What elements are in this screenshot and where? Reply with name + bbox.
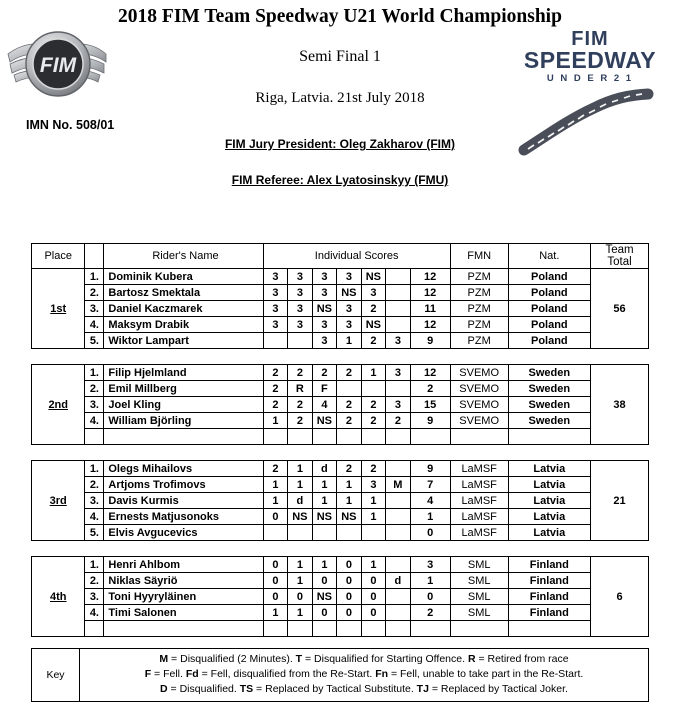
rider-name: Dominik Kubera <box>104 269 263 285</box>
key-label: Key <box>32 649 80 702</box>
venue-label: Riga, Latvia. 21st July 2018 <box>255 90 425 106</box>
table-row <box>32 621 649 637</box>
heat-score-2: 1 <box>288 573 313 589</box>
rider-name: William Björling <box>104 413 263 429</box>
rider-points: 0 <box>410 589 450 605</box>
rider-fmn: LaMSF <box>450 461 508 477</box>
heat-score-3: NS <box>312 509 337 525</box>
rider-number: 1. <box>85 269 104 285</box>
heat-score-6: 3 <box>386 397 411 413</box>
key-line-1: M = Disqualified (2 Minutes). T = Disqualified for Starting Offence. R = Retired from race <box>159 653 569 665</box>
rider-number: 3. <box>85 493 104 509</box>
table-row <box>32 461 649 477</box>
heat-score-4: NS <box>337 509 362 525</box>
rider-name: Emil Millberg <box>104 381 263 397</box>
team-total: 6 <box>591 557 649 637</box>
heat-score-3: NS <box>312 413 337 429</box>
rider-nationality: Finland <box>508 605 590 621</box>
table-row <box>32 605 649 621</box>
rider-nationality: Finland <box>508 573 590 589</box>
heat-score-5: 2 <box>361 301 386 317</box>
rider-number: 3. <box>85 301 104 317</box>
rider-points: 12 <box>410 285 450 301</box>
heat-score-3: 1 <box>312 557 337 573</box>
heat-score-3 <box>312 621 337 637</box>
heat-score-3: 1 <box>312 477 337 493</box>
heat-score-1: 2 <box>263 461 288 477</box>
heat-score-6: M <box>386 477 411 493</box>
heat-score-5: 3 <box>361 477 386 493</box>
heat-score-3: 4 <box>312 397 337 413</box>
rider-points: 15 <box>410 397 450 413</box>
heat-score-3: NS <box>312 589 337 605</box>
heat-score-2: 1 <box>288 557 313 573</box>
rider-points <box>410 429 450 445</box>
rider-points: 12 <box>410 365 450 381</box>
table-row <box>32 285 649 301</box>
rider-name: Olegs Mihailovs <box>104 461 263 477</box>
rider-nationality <box>508 621 590 637</box>
heat-score-1: 3 <box>263 285 288 301</box>
rider-nationality: Finland <box>508 589 590 605</box>
heat-score-1: 0 <box>263 573 288 589</box>
heat-score-4: 2 <box>337 397 362 413</box>
heat-score-2 <box>288 429 313 445</box>
rider-name <box>104 621 263 637</box>
col-fmn: FMN <box>450 244 508 269</box>
col-place: Place <box>32 244 85 269</box>
heat-score-2: 0 <box>288 589 313 605</box>
table-row <box>32 557 649 573</box>
logo-line-speedway: SPEEDWAY <box>523 47 657 73</box>
col-rider-num <box>85 244 104 269</box>
logo-line-under21: U N D E R 2 1 <box>546 73 634 84</box>
rider-number: 4. <box>85 509 104 525</box>
rider-nationality: Sweden <box>508 397 590 413</box>
rider-nationality: Latvia <box>508 493 590 509</box>
rider-fmn: LaMSF <box>450 493 508 509</box>
rider-number: 4. <box>85 413 104 429</box>
heat-score-1: 0 <box>263 589 288 605</box>
heat-score-6: d <box>386 573 411 589</box>
key-line-2: F = Fell. Fd = Fell, disqualified from the Re-Start. Fn = Fell, unable to take part in the Re-Start. <box>144 668 584 681</box>
heat-score-4: 2 <box>337 461 362 477</box>
heat-score-5 <box>361 429 386 445</box>
rider-fmn: LaMSF <box>450 509 508 525</box>
heat-score-5: 0 <box>361 589 386 605</box>
rider-points: 12 <box>410 269 450 285</box>
heat-score-1: 1 <box>263 493 288 509</box>
rider-name: Artjoms Trofimovs <box>104 477 263 493</box>
heat-score-4: 3 <box>337 301 362 317</box>
rider-nationality: Poland <box>508 285 590 301</box>
heat-score-3: 1 <box>312 493 337 509</box>
rider-number: 2. <box>85 285 104 301</box>
heat-score-4: 0 <box>337 589 362 605</box>
heat-score-6 <box>386 285 411 301</box>
heat-score-4 <box>337 525 362 541</box>
rider-points: 3 <box>410 557 450 573</box>
heat-score-3 <box>312 429 337 445</box>
team-gap <box>32 349 649 365</box>
heat-score-5: 3 <box>361 285 386 301</box>
heat-score-5: 2 <box>361 413 386 429</box>
heat-score-6 <box>386 381 411 397</box>
rider-fmn: PZM <box>450 301 508 317</box>
heat-score-3: d <box>312 461 337 477</box>
rider-number <box>85 429 104 445</box>
heat-score-3: 0 <box>312 573 337 589</box>
rider-number: 2. <box>85 573 104 589</box>
rider-fmn: PZM <box>450 269 508 285</box>
heat-score-2: 3 <box>288 269 313 285</box>
rider-points: 12 <box>410 317 450 333</box>
heat-score-2: 3 <box>288 285 313 301</box>
rider-points <box>410 621 450 637</box>
rider-fmn: SML <box>450 573 508 589</box>
heat-score-1 <box>263 525 288 541</box>
team-gap-cell <box>32 445 649 461</box>
heat-score-4: 3 <box>337 269 362 285</box>
team-gap <box>32 445 649 461</box>
team-total: 56 <box>591 269 649 349</box>
col-individual-scores: Individual Scores <box>263 244 450 269</box>
heat-score-1: 2 <box>263 397 288 413</box>
heat-score-6: 3 <box>386 333 411 349</box>
col-team-total-line2: Total <box>607 256 632 268</box>
rider-points: 9 <box>410 413 450 429</box>
rider-points: 9 <box>410 461 450 477</box>
rider-points: 9 <box>410 333 450 349</box>
rider-points: 7 <box>410 477 450 493</box>
key-line-3: D = Disqualified. TS = Replaced by Tactical Substitute. TJ = Replaced by Tactical Joker. <box>160 683 568 696</box>
heat-score-4: NS <box>337 285 362 301</box>
rider-fmn: SVEMO <box>450 413 508 429</box>
tyre-track-icon <box>516 84 664 156</box>
heat-score-1 <box>263 333 288 349</box>
rider-nationality: Finland <box>508 557 590 573</box>
heat-score-3: 3 <box>312 317 337 333</box>
heat-score-5: 2 <box>361 333 386 349</box>
rider-nationality: Poland <box>508 301 590 317</box>
heat-score-2: R <box>288 381 313 397</box>
heat-score-6 <box>386 605 411 621</box>
table-row <box>32 397 649 413</box>
rider-number <box>85 621 104 637</box>
rider-fmn: PZM <box>450 317 508 333</box>
page-title: 2018 FIM Team Speedway U21 World Championship <box>118 6 562 27</box>
rider-number: 3. <box>85 397 104 413</box>
heat-score-5: 1 <box>361 365 386 381</box>
fim-referee: FIM Referee: Alex Lyatosinskyy (FMU) <box>231 173 449 187</box>
heat-score-6 <box>386 621 411 637</box>
rider-name: Timi Salonen <box>104 605 263 621</box>
heat-score-1: 3 <box>263 317 288 333</box>
rider-number: 1. <box>85 461 104 477</box>
rider-number: 3. <box>85 589 104 605</box>
heat-score-2 <box>288 525 313 541</box>
col-nat: Nat. <box>508 244 590 269</box>
heat-score-1 <box>263 429 288 445</box>
rider-number: 5. <box>85 333 104 349</box>
heat-score-2: NS <box>288 509 313 525</box>
heat-score-6 <box>386 557 411 573</box>
heat-score-3 <box>312 525 337 541</box>
heat-score-5: NS <box>361 269 386 285</box>
team-gap-cell <box>32 349 649 365</box>
rider-points: 1 <box>410 509 450 525</box>
team-gap-cell <box>32 541 649 557</box>
rider-name: Ernests Matjusonoks <box>104 509 263 525</box>
rider-name: Joel Kling <box>104 397 263 413</box>
rider-number: 5. <box>85 525 104 541</box>
rider-number: 2. <box>85 477 104 493</box>
rider-points: 2 <box>410 381 450 397</box>
rider-name: Daniel Kaczmarek <box>104 301 263 317</box>
rider-fmn: PZM <box>450 285 508 301</box>
heat-score-5 <box>361 381 386 397</box>
heat-score-6 <box>386 429 411 445</box>
rider-name: Davis Kurmis <box>104 493 263 509</box>
table-row <box>32 477 649 493</box>
table-row <box>32 333 649 349</box>
heat-score-2: 1 <box>288 461 313 477</box>
heat-score-2: 2 <box>288 365 313 381</box>
rider-fmn <box>450 621 508 637</box>
rider-points: 0 <box>410 525 450 541</box>
rider-nationality: Latvia <box>508 477 590 493</box>
heat-score-3: 3 <box>312 269 337 285</box>
heat-score-2: d <box>288 493 313 509</box>
heat-score-1: 2 <box>263 381 288 397</box>
table-row <box>32 317 649 333</box>
rider-fmn: SVEMO <box>450 381 508 397</box>
rider-fmn: SVEMO <box>450 365 508 381</box>
heat-score-5: 2 <box>361 397 386 413</box>
heat-score-6 <box>386 493 411 509</box>
heat-score-2: 1 <box>288 605 313 621</box>
jury-president: FIM Jury President: Oleg Zakharov (FIM) <box>224 137 456 151</box>
rider-number: 2. <box>85 381 104 397</box>
heat-score-6: 2 <box>386 413 411 429</box>
rider-nationality <box>508 429 590 445</box>
heat-score-4: 1 <box>337 333 362 349</box>
rider-number: 4. <box>85 605 104 621</box>
rider-nationality: Poland <box>508 317 590 333</box>
heat-score-1: 2 <box>263 365 288 381</box>
heat-score-1: 3 <box>263 269 288 285</box>
heat-score-4 <box>337 429 362 445</box>
team-total: 38 <box>591 365 649 445</box>
heat-score-2 <box>288 621 313 637</box>
rider-name: Toni Hyyryläinen <box>104 589 263 605</box>
logo-line-fim: FIM <box>571 28 609 50</box>
heat-score-4: 0 <box>337 573 362 589</box>
rider-fmn: PZM <box>450 333 508 349</box>
heat-score-4: 1 <box>337 493 362 509</box>
heat-score-1: 1 <box>263 477 288 493</box>
heat-score-3: 3 <box>312 333 337 349</box>
heat-score-2: 2 <box>288 413 313 429</box>
heat-score-4: 0 <box>337 605 362 621</box>
team-place: 3rd <box>32 461 85 541</box>
heat-score-5: 0 <box>361 573 386 589</box>
heat-score-4: 2 <box>337 413 362 429</box>
rider-nationality: Latvia <box>508 525 590 541</box>
heat-score-6 <box>386 301 411 317</box>
heat-score-4 <box>337 621 362 637</box>
heat-score-2: 3 <box>288 301 313 317</box>
rider-points: 11 <box>410 301 450 317</box>
heat-score-1 <box>263 621 288 637</box>
table-header-row <box>32 244 649 269</box>
rider-points: 4 <box>410 493 450 509</box>
col-rider-name: Rider's Name <box>104 244 263 269</box>
team-place: 4th <box>32 557 85 637</box>
rider-name: Bartosz Smektala <box>104 285 263 301</box>
rider-fmn: SML <box>450 589 508 605</box>
heat-score-5 <box>361 525 386 541</box>
table-row <box>32 301 649 317</box>
round-label: Semi Final 1 <box>299 48 381 65</box>
heat-score-1: 1 <box>263 413 288 429</box>
table-row <box>32 365 649 381</box>
rider-points: 2 <box>410 605 450 621</box>
table-row <box>32 269 649 285</box>
heat-score-2: 2 <box>288 397 313 413</box>
table-row <box>32 429 649 445</box>
heat-score-6: 3 <box>386 365 411 381</box>
heat-score-6 <box>386 509 411 525</box>
team-gap <box>32 541 649 557</box>
heat-score-2: 3 <box>288 317 313 333</box>
rider-name: Maksym Drabik <box>104 317 263 333</box>
svg-text:FIM: FIM <box>39 54 77 77</box>
heat-score-1: 1 <box>263 605 288 621</box>
heat-score-3: 3 <box>312 285 337 301</box>
heat-score-5: 0 <box>361 605 386 621</box>
rider-number: 4. <box>85 317 104 333</box>
table-row <box>32 381 649 397</box>
col-team-total <box>591 244 649 269</box>
heat-score-4 <box>337 381 362 397</box>
heat-score-6 <box>386 525 411 541</box>
heat-score-1: 0 <box>263 557 288 573</box>
rider-nationality: Poland <box>508 269 590 285</box>
rider-name: Elvis Avgucevics <box>104 525 263 541</box>
heat-score-4: 1 <box>337 477 362 493</box>
heat-score-5: 1 <box>361 509 386 525</box>
heat-score-3: 0 <box>312 605 337 621</box>
heat-score-2: 1 <box>288 477 313 493</box>
rider-points: 1 <box>410 573 450 589</box>
rider-name: Wiktor Lampart <box>104 333 263 349</box>
team-place: 1st <box>32 269 85 349</box>
imn-number: IMN No. 508/01 <box>26 118 115 132</box>
rider-number: 1. <box>85 365 104 381</box>
heat-score-6 <box>386 461 411 477</box>
rider-fmn: LaMSF <box>450 477 508 493</box>
heat-score-1: 3 <box>263 301 288 317</box>
rider-name: Niklas Säyriö <box>104 573 263 589</box>
rider-number: 1. <box>85 557 104 573</box>
key-legend <box>80 649 649 702</box>
heat-score-5: 1 <box>361 557 386 573</box>
heat-score-5 <box>361 621 386 637</box>
heat-score-2 <box>288 333 313 349</box>
heat-score-4: 2 <box>337 365 362 381</box>
heat-score-3: NS <box>312 301 337 317</box>
rider-nationality: Latvia <box>508 509 590 525</box>
col-team-total-line1: Team <box>605 244 634 256</box>
rider-nationality: Poland <box>508 333 590 349</box>
table-row <box>32 493 649 509</box>
heat-score-3: F <box>312 381 337 397</box>
team-total: 21 <box>591 461 649 541</box>
rider-name: Filip Hjelmland <box>104 365 263 381</box>
table-row <box>32 525 649 541</box>
table-row <box>32 413 649 429</box>
heat-score-3: 2 <box>312 365 337 381</box>
table-row <box>32 589 649 605</box>
table-row <box>32 573 649 589</box>
fim-speedway-u21-logo <box>516 28 664 146</box>
heat-score-5: 1 <box>361 493 386 509</box>
heat-score-6 <box>386 269 411 285</box>
heat-score-6 <box>386 317 411 333</box>
rider-fmn: SML <box>450 557 508 573</box>
heat-score-4: 3 <box>337 317 362 333</box>
table-row <box>32 509 649 525</box>
heat-score-5: NS <box>361 317 386 333</box>
results-table <box>31 243 649 637</box>
rider-fmn: SVEMO <box>450 397 508 413</box>
rider-fmn: LaMSF <box>450 525 508 541</box>
heat-score-6 <box>386 589 411 605</box>
rider-fmn: SML <box>450 605 508 621</box>
rider-nationality: Sweden <box>508 413 590 429</box>
team-place: 2nd <box>32 365 85 445</box>
rider-fmn <box>450 429 508 445</box>
rider-name <box>104 429 263 445</box>
rider-nationality: Sweden <box>508 381 590 397</box>
heat-score-1: 0 <box>263 509 288 525</box>
rider-name: Henri Ahlbom <box>104 557 263 573</box>
heat-score-4: 0 <box>337 557 362 573</box>
rider-nationality: Sweden <box>508 365 590 381</box>
key-box <box>31 648 649 702</box>
heat-score-5: 2 <box>361 461 386 477</box>
rider-nationality: Latvia <box>508 461 590 477</box>
